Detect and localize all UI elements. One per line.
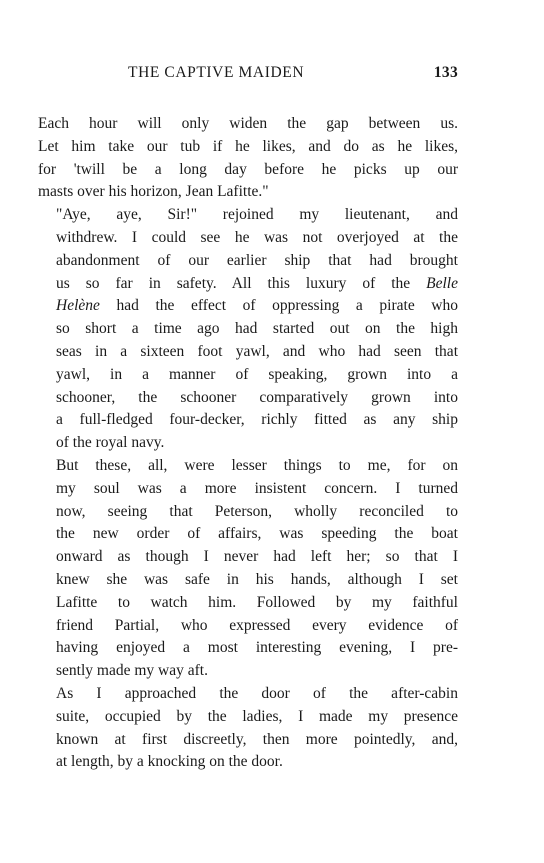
paragraph (38, 455, 458, 683)
text-line: "Aye, aye, Sir!" rejoined my lieutenant, and (56, 206, 458, 224)
text-line: us so far in safety. All this luxury of the Belle (56, 274, 458, 292)
text-line: at length, by a knocking on the door. (56, 753, 283, 771)
paragraph (38, 113, 458, 204)
text-line: of the royal navy. (56, 434, 165, 452)
text-line: But these, all, were lesser things to me, for on (56, 456, 458, 474)
text-line: As I approached the door of the after-cabin (56, 684, 458, 702)
text-line: knew she was safe in his hands, although I set (56, 570, 458, 588)
text-line: Let him take our tub if he likes, and do as he likes, (38, 137, 458, 155)
ship-name: Helène (56, 297, 100, 315)
running-title: THE CAPTIVE MAIDEN (128, 64, 305, 81)
text-line: seas in a sixteen foot yawl, and who had seen that (56, 342, 458, 360)
text-line: abandonment of our earlier ship that had brought (56, 251, 458, 269)
text-line: sently made my way aft. (56, 662, 208, 680)
text-line: withdrew. I could see he was not overjoyed at the (56, 228, 458, 246)
text-line: onward as though I never had left her; so that I (56, 548, 458, 566)
text-line: schooner, the schooner comparatively grown into (56, 388, 458, 406)
text-line: Helène had the effect of oppressing a pirate who (56, 297, 458, 315)
text-line: now, seeing that Peterson, wholly reconciled to (56, 502, 458, 520)
text-line: a full-fledged four-decker, richly fitted as any ship (56, 411, 458, 429)
text-line: Lafitte to watch him. Followed by my faithful (56, 593, 458, 611)
book-page (38, 60, 458, 774)
body-text (38, 113, 458, 774)
text-line: known at first discreetly, then more pointedly, and, (56, 730, 458, 748)
text-line: my soul was a more insistent concern. I turned (56, 479, 458, 497)
paragraph (38, 683, 458, 774)
text-line: for 'twill be a long day before he picks up our (38, 160, 458, 178)
text-line: so short a time ago had started out on the high (56, 320, 458, 338)
text-line: yawl, in a manner of speaking, grown into a (56, 365, 458, 383)
text-line: the new order of affairs, was speeding the boat (56, 525, 458, 543)
running-header (38, 60, 458, 86)
text-line: Each hour will only widen the gap between us. (38, 115, 458, 132)
paragraph (38, 204, 458, 455)
page-number: 133 (433, 64, 458, 81)
ship-name: Belle (426, 274, 458, 292)
text-line: friend Partial, who expressed every evidence of (56, 616, 458, 634)
text-line: masts over his horizon, Jean Lafitte." (38, 183, 269, 201)
text-line: suite, occupied by the ladies, I made my presence (56, 707, 458, 725)
text-line: having enjoyed a most interesting evening, I pre- (56, 639, 458, 657)
